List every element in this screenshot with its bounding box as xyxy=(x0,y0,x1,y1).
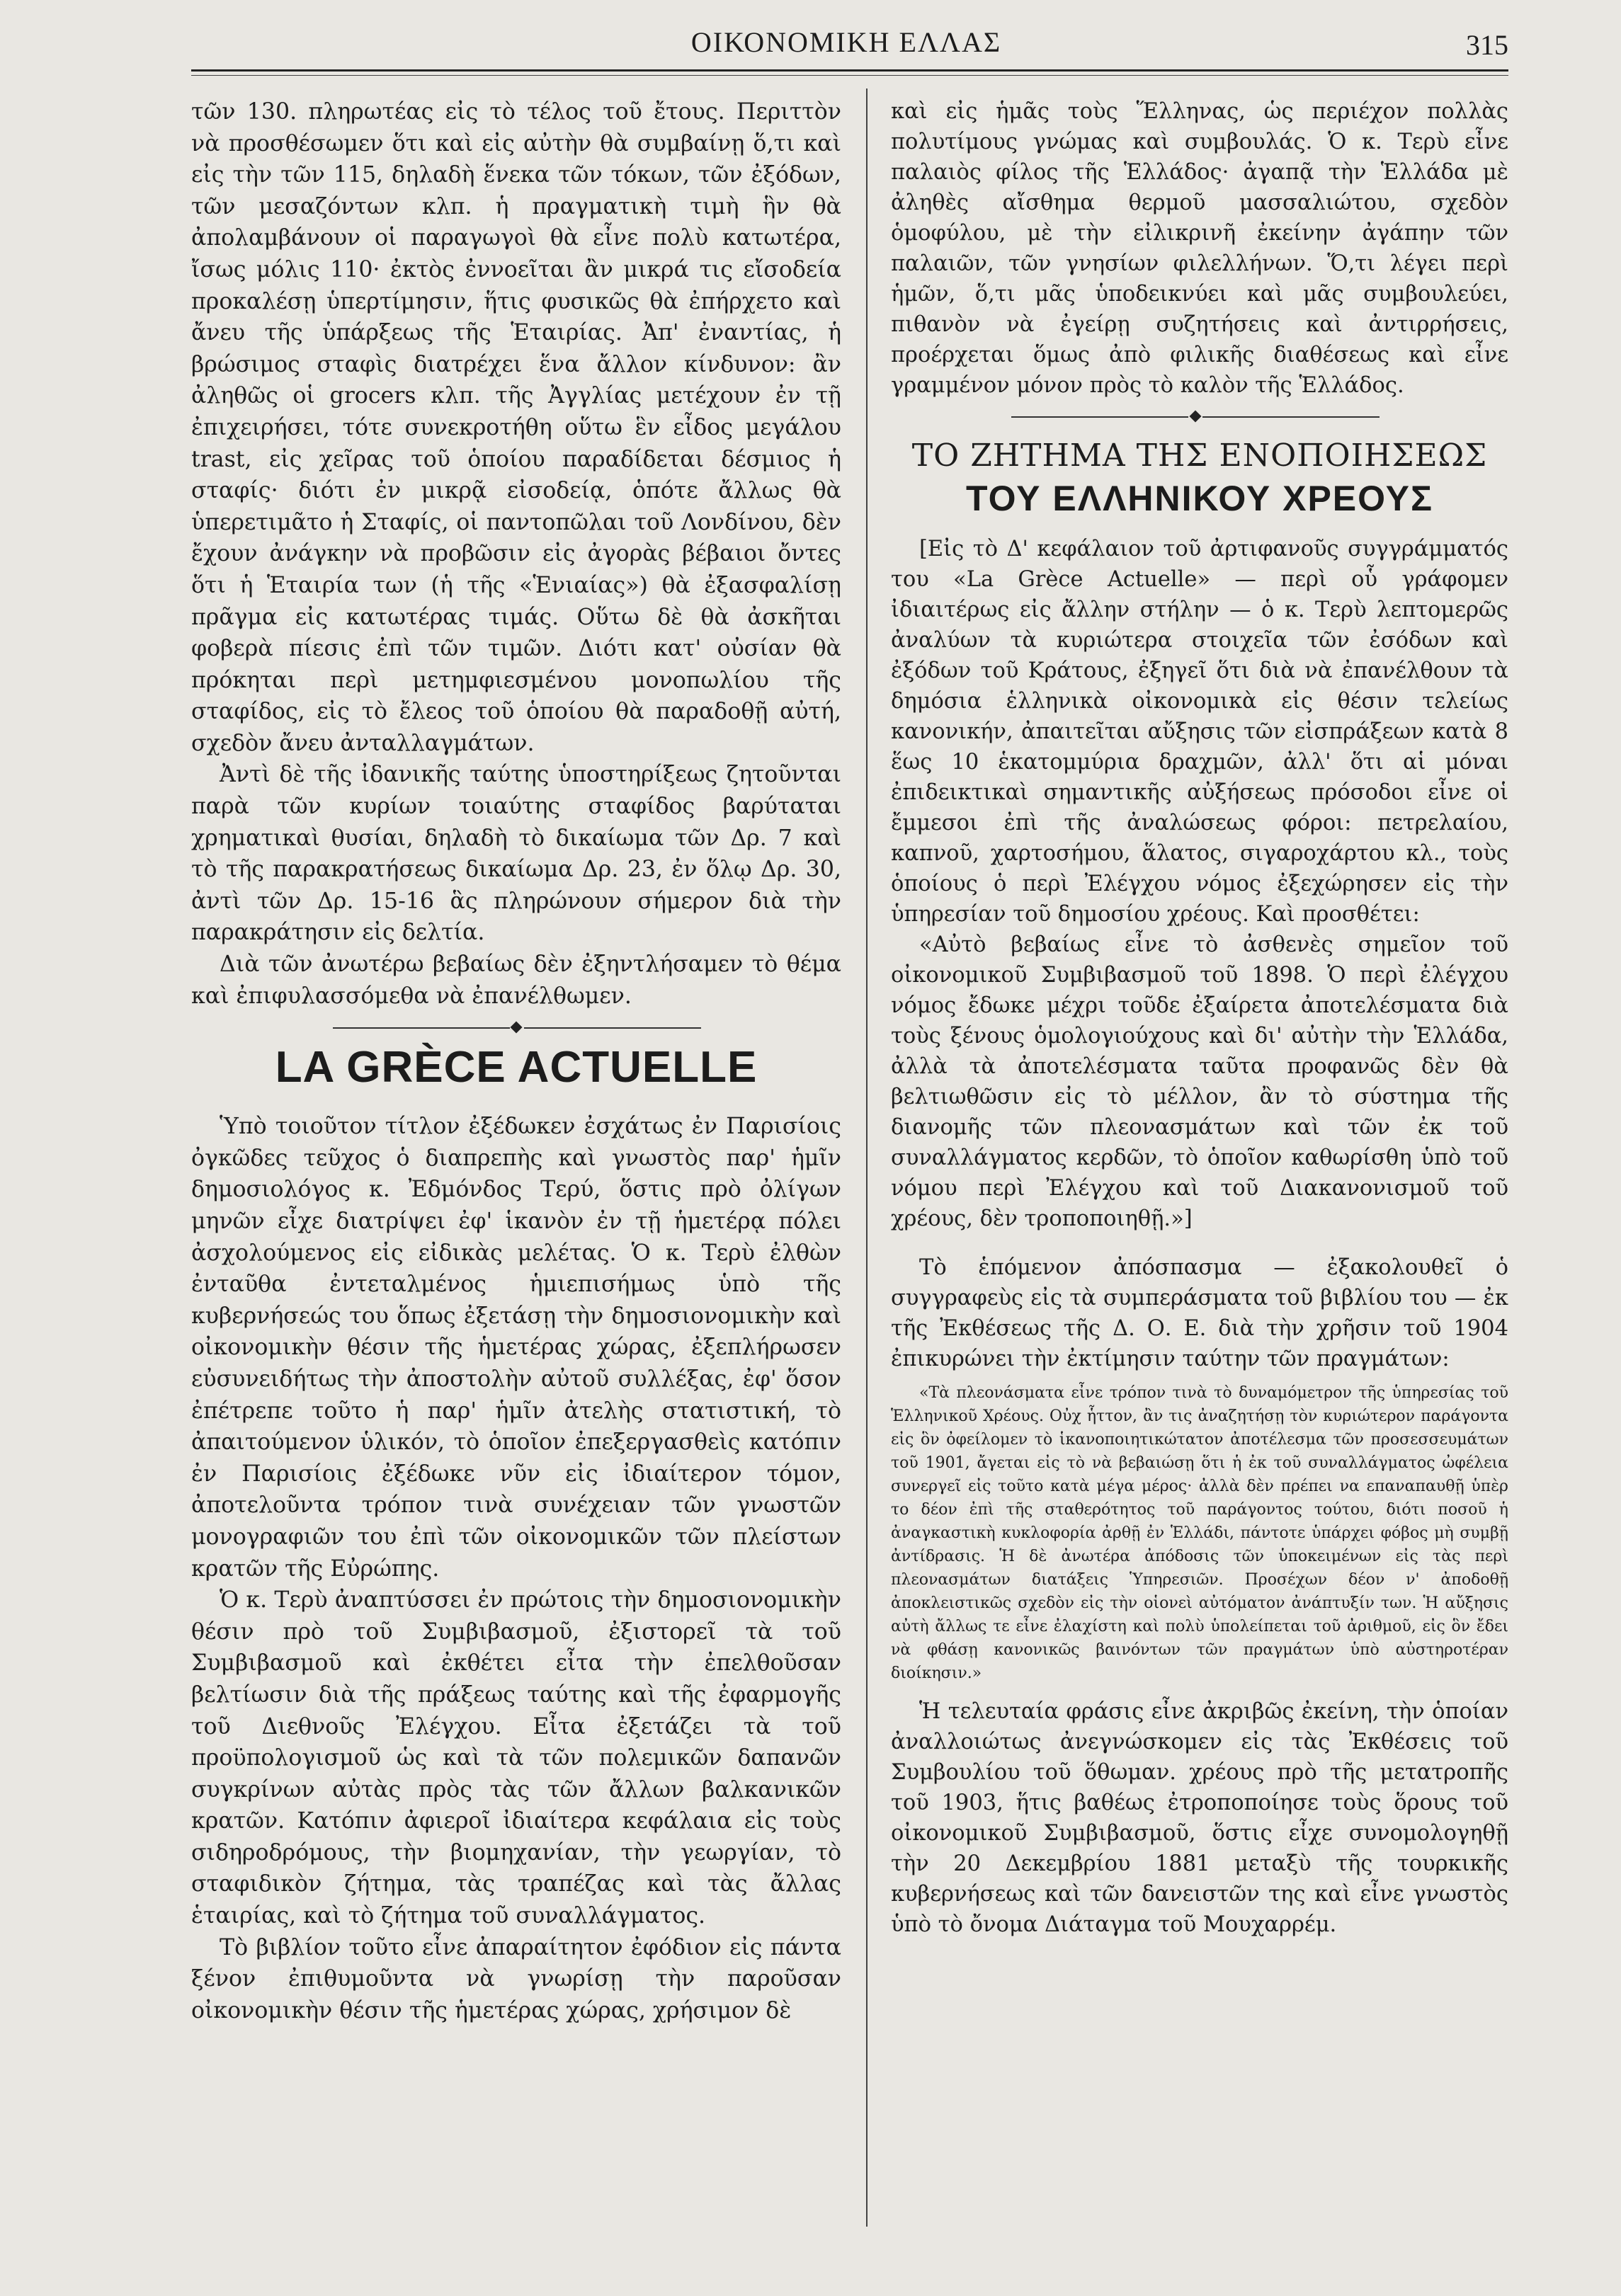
review-paragraph: Ὁ κ. Τερὺ ἀναπτύσσει ἐν πρώτοις τὴν δημοσιονομικὴν θέσιν πρὸ τοῦ Συμβιβασμοῦ, ἐξιστορεῖ τὰ τοῦ Συμβιβασμοῦ καὶ ἐκθέτει εἶτα τὴν ἐπελθοῦσαν βελτίωσιν διὰ τῆς πράξεως ταύτης καὶ τῆς ἐφαρμογῆς τοῦ Διεθνοῦς Ἐλέγχου. Εἶτα ἐξετάζει τὰ τοῦ προϋπολογισμοῦ ὡς καὶ τὰ τῶν πολεμικῶν δαπανῶν συγκρίνων αὐτὰς πρὸς τὰς τῶν ἄλλων βαλκανικῶν κρατῶν. Κατόπιν ἀφιεροῖ ἰδιαίτερα κεφάλαια εἰς τοὺς σιδηροδρόμους, τὴν βιομηχανίαν, τὴν γεωργίαν, τὸ σταφιδικὸν ζήτημα, τὰς τραπέζας καὶ τὰς ἄλλας ἑταιρίας, καὶ τὸ ζήτημα τοῦ συναλλάγματος. xyxy=(191,1587,841,1929)
review-continuation-paragraph: καὶ εἰς ἡμᾶς τοὺς Ἕλληνας, ὡς περιέχον πολλὰς πολυτίμους γνώμας καὶ συμβουλάς. Ὁ κ. Τερὺ εἶνε παλαιὸς φίλος τῆς Ἑλλάδος· ἀγαπᾷ τὴν Ἑλλάδα μὲ ἀληθὲς αἴσθημα θερμοῦ μασσαλιώτου, σχεδὸν ὁμοφύλου, μὲ τὴν εἰλικρινῆ ἐκείνην ἀγάπην τῶν παλαιῶν, τῶν γνησίων φιλελλήνων. Ὅ,τι λέγει περὶ ἡμῶν, ὅ,τι μᾶς ὑποδεικνύει καὶ μᾶς συμβουλεύει, πιθανὸν νὰ ἐγείρῃ συζητήσεις καὶ ἀντιρρήσεις, προέρχεται ὅμως ἀπὸ φιλικῆς διαθέσεως καὶ εἶνε γραμμένον μόνον πρὸς τὸ καλὸν τῆς Ἑλλάδος. xyxy=(891,99,1508,398)
review-paragraph: Ὑπὸ τοιοῦτον τίτλον ἐξέδωκεν ἐσχάτως ἐν Παρισίοις ὀγκῶδες τεῦχος ὁ διαπρεπὴς καὶ γνωστὸς παρ' ἡμῖν δημοσιολόγος κ. Ἐδμόνδος Τερύ, ὅστις πρὸ ὀλίγων μηνῶν εἶχε διατρίψει ἐφ' ἱκανὸν ἐν τῇ ἡμετέρᾳ πόλει ἀσχολούμενος εἰς εἰδικὰς μελέτας. Ὁ κ. Τερὺ ἐλθὼν ἐνταῦθα ἐντεταλμένος ἡμιεπισήμως ὑπὸ τῆς κυβερνήσεώς του ὅπως ἐξετάσῃ τὴν δημοσιονομικὴν καὶ οἰκονομικὴν θέσιν τῆς ἡμετέρας χώρας, ἐξεπλήρωσεν εὐσυνειδήτως τὴν ἀποστολὴν αὐτοῦ συλλέξας, ἐφ' ὅσον ἐπέτρεπε τοῦτο ἡ παρ' ἡμῖν ἀτελὴς στατιστική, τὸ ἀπαιτούμενον ὑλικόν, τὸ ὁποῖον ἐπεξεργασθεὶς κατόπιν ἐν Παρισίοις ἐξέδωκε νῦν εἰς ἰδιαίτερον τόμον, ἀποτελοῦντα τρόπον τινὰ συνέχειαν τῶν γνωστῶν μονογραφιῶν του ἐπὶ τῶν οἰκονομικῶν τῶν πλείστων κρατῶν τῆς Εὐρώπης. xyxy=(191,1114,841,1582)
left-column xyxy=(191,96,841,2026)
article-continuation-paragraph: τῶν 130. πληρωτέας εἰς τὸ τέλος τοῦ ἔτους. Περιττὸν νὰ προσθέσωμεν ὅτι καὶ εἰς αὐτὴν θὰ συμβαίνῃ ὅ,τι καὶ εἰς τὴν τῶν 115, δηλαδὴ ἕνεκα τῶν τόκων, τῶν ἐξόδων, τῶν μεσαζόντων κλπ. ἡ πραγματικὴ τιμὴ ἣν θὰ ἀπολαμβάνουν οἱ παραγωγοὶ θὰ εἶνε πολὺ κατωτέρα, ἴσως μόλις 110· ἐκτὸς ἐννοεῖται ἂν μικρά τις εἴσοδεία προκαλέσῃ ὑπερτίμησιν, ἥτις φυσικῶς θὰ ἐπήρχετο καὶ ἄνευ τῆς ὑπάρξεως τῆς Ἑταιρίας. Ἀπ' ἐναντίας, ἡ βρώσιμος σταφὶς διατρέχει ἕνα ἄλλον κίνδυνον: ἂν ἀληθῶς οἱ grocers κλπ. τῆς Ἀγγλίας μετέχουν ἐν τῇ ἐπιχειρήσει, τότε συνεκροτήθη οὕτω ἓν εἶδος μεγάλου trast, εἰς χεῖρας τοῦ ὁποίου παραδίδεται δέσμιος ἡ σταφίς· διότι ἐν μικρᾷ εἰσοδείᾳ, ὁπότε ἄλλως θὰ ὑπερετιμᾶτο ἡ Σταφίς, οἱ παντοπῶλαι τοῦ Λονδίνου, δὲν ἔχουν ἀνάγκην νὰ προβῶσιν εἰς ἀγορὰς βέβαιοι ὄντες ὅτι ἡ Ἑταιρία των (ἡ τῆς «Ἑνιαίας») θὰ ἐξασφαλίσῃ πρᾶγμα εἰς κατωτέρας τιμάς. Οὕτω δὲ θὰ ἀσκῆται φοβερὰ πίεσις ἐπὶ τῶν τιμῶν. Διότι κατ' οὐσίαν θὰ πρόκηται περὶ μετημφιεσμένου μονοπωλίου τῆς σταφίδος, εἰς τὸ ἔλεος τοῦ ὁποίου θὰ παραδοθῇ αὐτή, σχεδὸν ἄνευ ἀνταλλαγμάτων. xyxy=(191,99,841,756)
section-title-line-1: ΤΟ ΖΗΤΗΜΑ ΤΗΣ ΕΝΟΠΟΙΗΣΕΩΣ xyxy=(911,438,1488,474)
quotation-paragraph: «Τὰ πλεονάσματα εἶνε τρόπον τινὰ τὸ δυναμόμετρον τῆς ὑπηρεσίας τοῦ Ἑλληνικοῦ Χρέους. Οὐχ ἧττον, ἂν τις ἀναζητήσῃ τὸν κυριώτερον παράγοντα εἰς ὃν ὀφείλομεν τὸ ἱκανοποιητικώτατον ἀποτέλεσμα τῶν προσεσσευμάτων τοῦ 1901, ἄγεται εἰς τὸ νὰ βεβαιώσῃ ὅτι ἡ ἐκ τοῦ συναλλάγματος ὠφέλεια συνεργεῖ εἰς τοῦτο κατὰ μέγα μέρος· ἀλλὰ δὲν πρέπει να επαναπαυθῇ ὑπὲρ το δέον ἐπὶ τῆς σταθερότητος τοῦ παράγοντος τούτου, διότι ποσοῦ ἡ ἀναγκαστικὴ κυκλοφορία ἀρθῇ ἐν Ἑλλάδι, πάντοτε ὑπάρχει φόβος μὴ συμβῇ ἀντίδρασις. Ἡ δὲ ἀνωτέρα ἀπόδοσις τῶν ὑποκειμένων εἰς τὰς περὶ πλεονασμάτων διατάξεις Ὑπηρεσιῶν. Προσέχων δέον ν' ἀποδοθῇ ἀποκλειστικῶς σχεδὸν εἰς τὴν οἱονεὶ αὐτόματον ἀνάπτυξίν των. Ἡ αὔξησις αὐτὴ ἄλλως τε εἶνε ἐλαχίστη καὶ πολὺ ὑπολείπεται τοῦ ἀριθμοῦ, εἰς ὃν ἔδει νὰ φθάσῃ κανονικῶς βαινόντων τῶν πραγμάτων ὑπὸ αὐστηροτέραν διοίκησιν.» xyxy=(891,1384,1508,1682)
running-title: ΟΙΚΟΝΟΜΙΚΗ ΕΛΛΑΣ xyxy=(690,26,1002,58)
page-number: 315 xyxy=(1466,29,1508,61)
article-paragraph: Ἡ τελευταία φράσις εἶνε ἀκριβῶς ἐκείνη, τὴν ὁποίαν ἀναλλοιώτως ἀνεγνώσκομεν εἰς τὰς Ἐκθέσεις τοῦ Συμβουλίου τοῦ ὅθωμαν. χρέους πρὸ τῆς μετατροπῆς τοῦ 1903, ἥτις βαθέως ἐτροποποίησε τοὺς ὅρους τοῦ οἰκονομικοῦ Συμβιβασμοῦ, ὅστις εἶχε συνομολογηθῇ τὴν 20 Δεκεμβρίου 1881 μεταξὺ τῆς τουρκικῆς κυβερνήσεως καὶ τῶν δανειστῶν της καὶ εἶνε γνωστὸς ὑπὸ τὸ ὄνομα Διάταγμα τοῦ Μουχαρρέμ. xyxy=(891,1699,1508,1937)
article-paragraph: «Αὐτὸ βεβαίως εἶνε τὸ ἀσθενὲς σημεῖον τοῦ οἰκονομικοῦ Συμβιβασμοῦ τοῦ 1898. Ὁ περὶ ἐλέγχου νόμος ἔδωκε μέχρι τοῦδε ἐξαίρετα ἀποτελέσματα διὰ τοὺς ξένους ὁμολογιούχους καὶ δι' αὐτὴν τὴν Ἑλλάδα, ἀλλὰ τὰ ἀποτελέσματα ταῦτα προφανῶς δὲν θὰ βελτιωθῶσιν εἰς τὸ μέλλον, ἂν τὸ σύστημα τῆς διανομῆς τῶν πλεονασμάτων καὶ τῶν ἐκ τοῦ συναλλάγματος κερδῶν, τὸ ὁποῖον καθωρίσθη ὑπὸ τοῦ νόμου περὶ Ἐλέγχου καὶ τοῦ Διακανονισμοῦ τοῦ χρέους, δὲν τροποποιηθῇ.»] xyxy=(891,932,1508,1231)
article-continuation-paragraph: Διὰ τῶν ἀνωτέρω βεβαίως δὲν ἐξηντλήσαμεν τὸ θέμα καὶ ἐπιφυλασσόμεθα νὰ ἐπανέλθωμεν. xyxy=(191,952,841,1009)
header-rule xyxy=(191,69,1508,72)
header-rule-thin xyxy=(191,75,1508,76)
section-title-line-2: ΤΟΥ ΕΛΛΗΝΙΚΟΥ ΧΡΕΟΥΣ xyxy=(966,479,1433,518)
right-column xyxy=(891,96,1508,1940)
section-ornament xyxy=(891,406,1508,428)
article-paragraph: Τὸ ἑπόμενον ἀπόσπασμα — ἐξακολουθεῖ ὁ συγγραφεὺς εἰς τὰ συμπεράσματα τοῦ βιβλίου του — ἐκ τῆς Ἐκθέσεως τῆς Δ. Ο. Ε. διὰ τὴν χρῆσιν τοῦ 1904 ἐπικυρώνει τὴν ἐκτίμησιν ταύτην τῶν πραγμάτων: xyxy=(891,1255,1508,1371)
report-quotation xyxy=(891,1381,1508,1685)
page-header xyxy=(184,25,1508,61)
article-paragraph: [Εἰς τὸ Δ' κεφάλαιον τοῦ ἀρτιφανοῦς συγγράμματός του «La Grèce Actuelle» — περὶ οὗ γράφομεν ἰδιαιτέρως εἰς ἄλλην στήλην — ὁ κ. Τερὺ λεπτομερῶς ἀναλύων τὰ κυριώτερα στοιχεῖα τῶν ἐσόδων καὶ ἐξόδων τοῦ Κράτους, ἐξηγεῖ ὅτι διὰ νὰ ἐπανέλθουν τὰ δημόσια ἑλληνικὰ οἰκονομικὰ εἰς θέσιν τελείως κανονικήν, ἀπαιτεῖται αὔξησις τῶν εἰσπράξεων κατὰ 8 ἕως 10 ἑκατομμύρια δραχμῶν, ἀλλ' ὅτι αἱ μόναι ἐπιδεικτικαὶ σημαντικῆς αὐξήσεως πρόσοδοι εἶνε οἱ ἔμμεσοι ἐπὶ τῆς ἀναλώσεως φόροι: πετρελαίου, καπνοῦ, χαρτοσήμου, ἅλατος, σιγαροχάρτου κλ., τοὺς ὁποίους ὁ περὶ Ἐλέγχου νόμος ἐξεχώρησεν εἰς τὴν ὑπηρεσίαν τοῦ δημοσίου χρέους. Καὶ προσθέτει: xyxy=(891,537,1508,927)
article-continuation-paragraph: Ἀντὶ δὲ τῆς ἰδανικῆς ταύτης ὑποστηρίξεως ζητοῦνται παρὰ τῶν κυρίων τοιαύτης σταφίδος βαρύταται χρηματικαὶ θυσίαι, δηλαδὴ τὸ δικαίωμα τῶν Δρ. 7 καὶ τὸ τῆς παρακρατήσεως δικαίωμα Δρ. 23, ἐν ὅλῳ Δρ. 30, ἀντὶ τῶν Δρ. 15-16 ἃς πληρώνουν σήμερον διὰ τὴν παρακράτησιν εἰς δελτία. xyxy=(191,762,841,946)
review-paragraph: Τὸ βιβλίον τοῦτο εἶνε ἀπαραίτητον ἐφόδιον εἰς πάντα ξένον ἐπιθυμοῦντα νὰ γνωρίσῃ τὴν παροῦσαν οἰκονομικὴν θέσιν τῆς ἡμετέρας χώρας, χρήσιμον δὲ xyxy=(191,1934,841,2023)
section-title-la-grece-actuelle: LA GRÈCE ACTUELLE xyxy=(275,1043,758,1092)
section-ornament xyxy=(191,1017,841,1039)
column-divider xyxy=(866,88,868,2227)
